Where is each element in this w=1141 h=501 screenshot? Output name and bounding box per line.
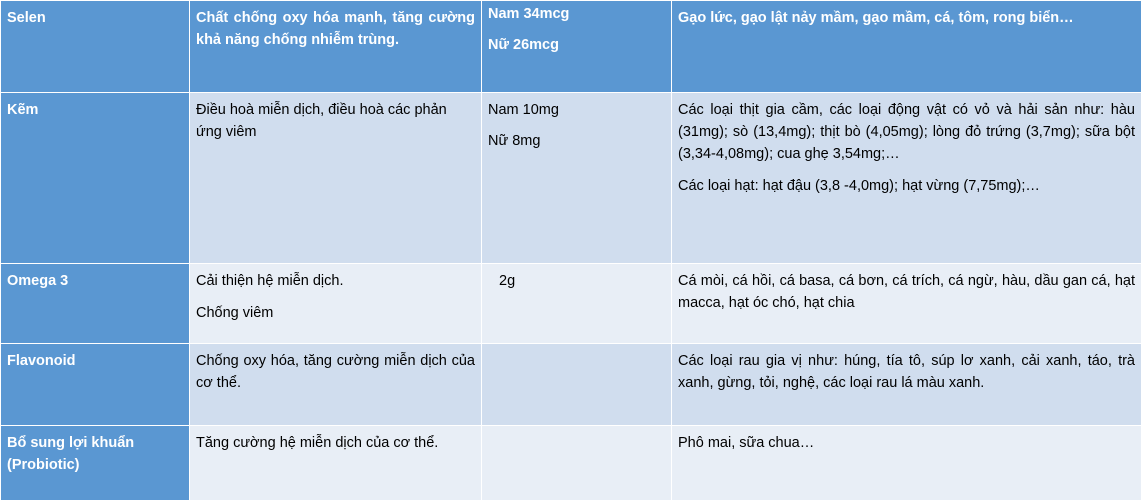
dose-text: Nữ 8mg	[488, 130, 665, 152]
sources-text: Các loại rau gia vị như: húng, tía tô, súp lơ xanh, cải xanh, táo, trà xanh, gừng, tỏi, nghệ, các loại rau lá màu xanh.	[678, 350, 1135, 394]
nutrient-name-cell	[1, 93, 190, 264]
dose-text: Nam 34mcg	[488, 3, 665, 25]
sources-text: Cá mòi, cá hồi, cá basa, cá bơn, cá trích, cá ngừ, hàu, dầu gan cá, hạt macca, hạt óc chó, hạt chia	[678, 270, 1135, 314]
sources-cell	[672, 1, 1141, 93]
effect-text: Tăng cường hệ miễn dịch của cơ thể.	[196, 432, 475, 454]
dose-cell	[482, 93, 672, 264]
effect-text: Chống oxy hóa, tăng cường miễn dịch của cơ thể.	[196, 350, 475, 394]
sources-cell	[672, 344, 1141, 426]
nutrient-name: Omega 3	[7, 273, 68, 289]
nutrient-name: Bổ sung lợi khuẩn (Probiotic)	[7, 435, 134, 473]
nutrient-name: Flavonoid	[7, 353, 75, 369]
table-row-omega3	[1, 264, 1141, 344]
effect-cell	[190, 1, 482, 93]
nutrient-name-cell	[1, 344, 190, 426]
effect-text: Chống viêm	[196, 302, 475, 324]
sources-cell	[672, 93, 1141, 264]
sources-text: Gạo lức, gạo lật nảy mầm, gạo mầm, cá, tôm, rong biển…	[678, 7, 1135, 29]
sources-text: Các loại thịt gia cầm, các loại động vật có vỏ và hải sản như: hàu (31mg); sò (13,4mg); thịt bò (4,05mg); lòng đỏ trứng (3,7mg); sữa bột (3,34-4,08mg); cua ghẹ 3,54mg;…	[678, 99, 1135, 165]
nutrient-name: Kẽm	[7, 102, 38, 118]
dose-cell	[482, 344, 672, 426]
nutrient-name: Selen	[7, 10, 46, 26]
effect-text: Điều hoà miễn dịch, điều hoà các phản ứng viêm	[196, 99, 475, 143]
effect-cell	[190, 264, 482, 344]
dose-cell	[482, 426, 672, 501]
sources-text: Phô mai, sữa chua…	[678, 432, 1135, 454]
table-row-probiotic	[1, 426, 1141, 501]
dose-text: Nữ 26mcg	[488, 34, 665, 56]
effect-text: Chất chống oxy hóa mạnh, tăng cường khả năng chống nhiễm trùng.	[196, 7, 475, 51]
dose-text: Nam 10mg	[488, 99, 665, 121]
nutrient-name-cell	[1, 426, 190, 501]
table-row-flavonoid	[1, 344, 1141, 426]
sources-cell	[672, 264, 1141, 344]
dose-cell	[482, 264, 672, 344]
nutrient-name-cell	[1, 1, 190, 93]
table-row-kem	[1, 93, 1141, 264]
nutrient-name-cell	[1, 264, 190, 344]
sources-cell	[672, 426, 1141, 501]
effect-cell	[190, 93, 482, 264]
effect-text: Cải thiện hệ miễn dịch.	[196, 270, 475, 292]
effect-cell	[190, 344, 482, 426]
sources-text: Các loại hạt: hạt đậu (3,8 -4,0mg); hạt vừng (7,75mg);…	[678, 175, 1135, 197]
table-row-selen	[1, 1, 1141, 93]
dose-cell	[482, 1, 672, 93]
dose-text: 2g	[488, 270, 515, 292]
effect-cell	[190, 426, 482, 501]
